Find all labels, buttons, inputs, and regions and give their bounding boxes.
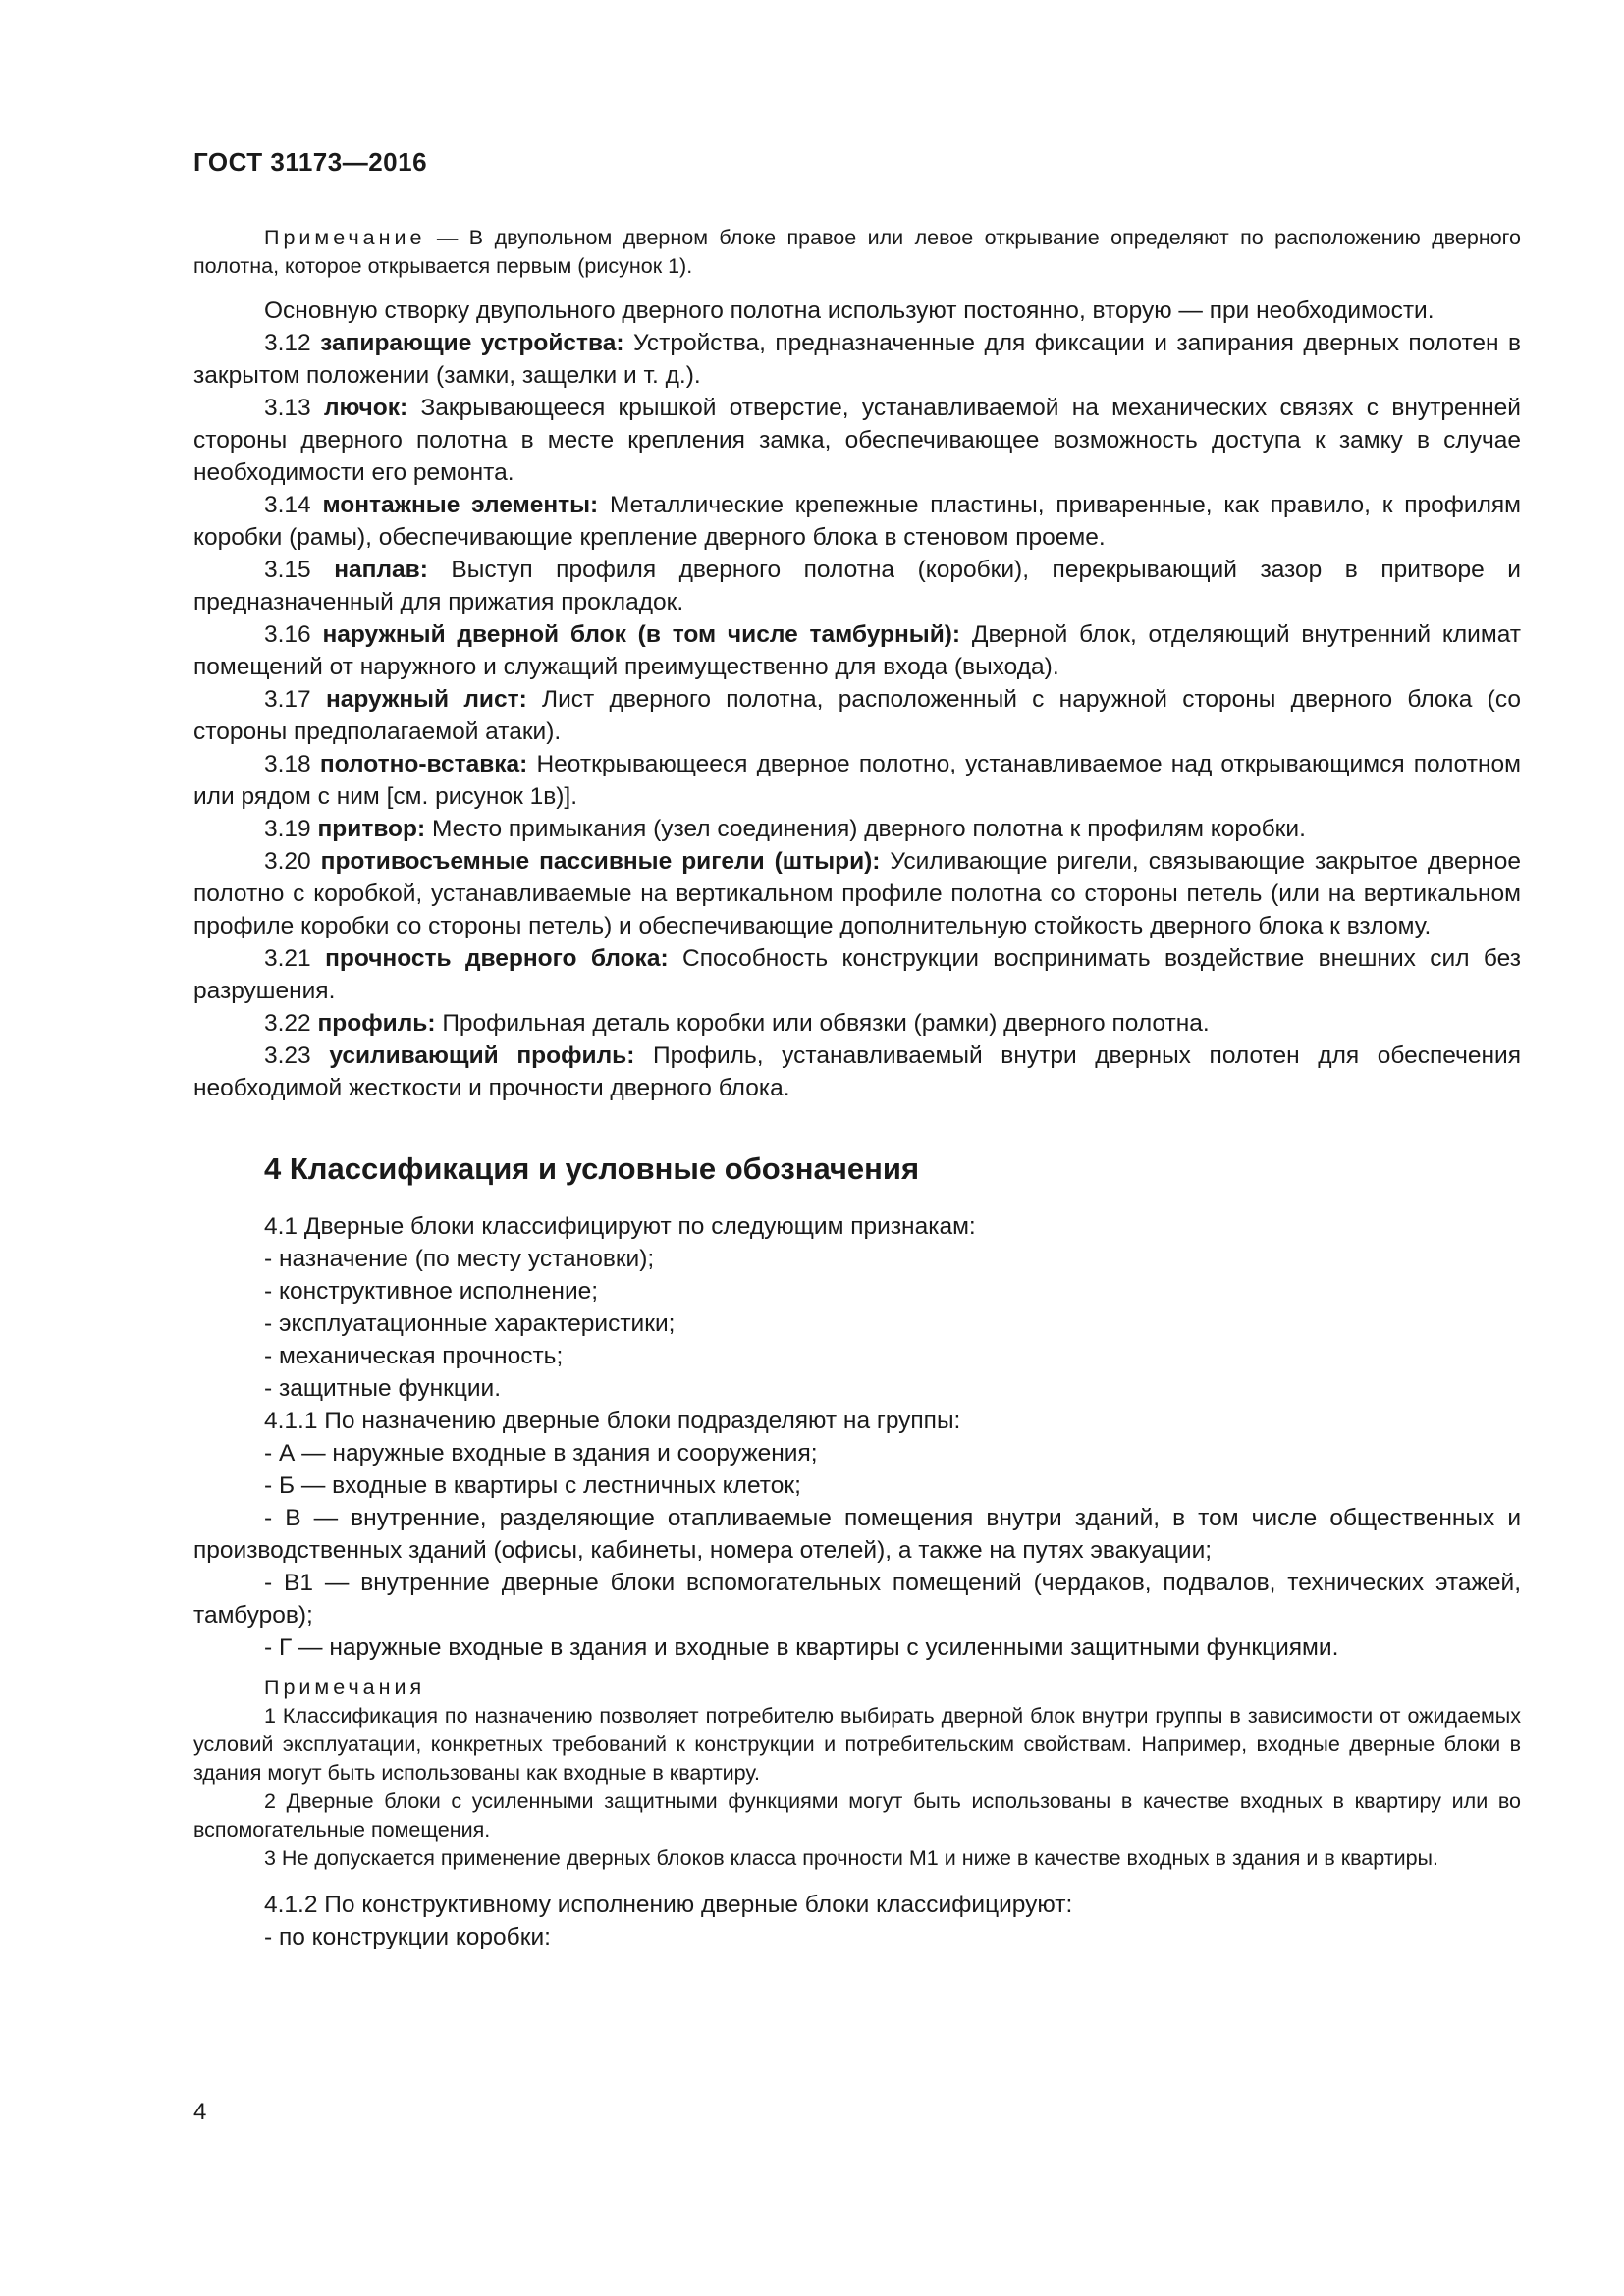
page-number: 4 <box>193 2099 207 2125</box>
definition-number: 3.15 <box>264 557 335 583</box>
definition-number: 3.17 <box>264 686 326 713</box>
definition-term: усиливающий профиль: <box>329 1042 635 1069</box>
document-code: ГОСТ 31173—2016 <box>193 147 428 177</box>
definition-item <box>193 748 1521 813</box>
note-text: — В двупольном дверном блоке правое или левое открывание определяют по расположению дверного полотна, которое открывается первым (рисунок 1). <box>193 226 1521 278</box>
group-item: - В1 — внутренние дверные блоки вспомогательных помещений (чердаков, подвалов, технических этажей, тамбуров); <box>193 1570 1521 1629</box>
note-item: 2 Дверные блоки с усиленными защитными функциями могут быть использованы в качестве входных в квартиру или во вспомогательные помещения. <box>193 1789 1521 1842</box>
definition-term: притвор: <box>317 816 426 842</box>
definition-text: Профильная деталь коробки или обвязки (рамки) дверного полотна. <box>435 1010 1210 1037</box>
definition-term: профиль: <box>317 1010 436 1037</box>
note-top <box>193 224 1521 281</box>
definition-item <box>193 1040 1521 1104</box>
definition-term: противосъемные пассивные ригели (штыри): <box>320 848 881 875</box>
definition-item <box>193 327 1521 392</box>
definition-number: 3.13 <box>264 395 324 421</box>
paragraph-4-1-1: 4.1.1 По назначению дверные блоки подразделяют на группы: <box>264 1408 961 1434</box>
definition-number: 3.23 <box>264 1042 330 1069</box>
definition-text: Дверной блок, отделяющий внутренний климат помещений от наружного и служащий преимущественно для входа (выхода). <box>193 621 1521 680</box>
definition-number: 3.16 <box>264 621 323 648</box>
definition-item <box>193 554 1521 618</box>
definition-item <box>193 845 1521 942</box>
definition-text: Усиливающие ригели, связывающие закрытое дверное полотно с коробкой, устанавливаемые на вертикальном профиле полотна со стороны петель (или на вертикальном профиле коробки со стороны петель) и обеспечивающие дополнительную стойкость дверного блока к взлому. <box>193 848 1521 939</box>
definition-item <box>193 683 1521 748</box>
group-item: - В — внутренние, разделяющие отапливаемые помещения внутри зданий, в том числе общественных и производственных зданий (офисы, кабинеты, номера отелей), а также на путях эвакуации; <box>193 1505 1521 1564</box>
list-item: - защитные функции. <box>264 1375 502 1402</box>
definition-text: Металлические крепежные пластины, приваренные, как правило, к профилям коробки (рамы), обеспечивающие крепление дверного блока в стеновом проеме. <box>193 492 1521 551</box>
definition-item <box>193 392 1521 489</box>
definition-term: полотно-вставка: <box>319 751 528 777</box>
paragraph-4-1: 4.1 Дверные блоки классифицируют по следующим признакам: <box>264 1213 976 1240</box>
definition-number: 3.21 <box>264 945 326 972</box>
list-item: - назначение (по месту установки); <box>264 1246 655 1272</box>
definition-text: Устройства, предназначенные для фиксации и запирания дверных полотен в закрытом положении (замки, защелки и т. д.). <box>193 330 1521 389</box>
note-item: 3 Не допускается применение дверных блоков класса прочности М1 и ниже в качестве входных в здания и в квартиры. <box>264 1846 1438 1870</box>
definitions-list <box>193 327 1521 1104</box>
definition-text: Закрывающееся крышкой отверстие, устанавливаемой на механических связях с внутренней стороны дверного полотна в месте крепления замка, обеспечивающее возможность доступа к замку в случае необходимости его ремонта. <box>193 395 1521 486</box>
definition-item <box>193 813 1521 845</box>
list-item: - по конструкции коробки: <box>264 1924 551 1950</box>
definition-item <box>193 942 1521 1007</box>
definition-term: наружный лист: <box>325 686 527 713</box>
note-label: Примечание <box>264 226 426 249</box>
list-item: - конструктивное исполнение; <box>264 1278 599 1305</box>
definition-item <box>193 489 1521 554</box>
definition-number: 3.14 <box>264 492 323 518</box>
definition-text: Лист дверного полотна, расположенный с наружной стороны дверного блока (со стороны предполагаемой атаки). <box>193 686 1521 745</box>
definition-text: Место примыкания (узел соединения) дверного полотна к профилям коробки. <box>425 816 1306 842</box>
definition-term: наружный дверной блок (в том числе тамбурный): <box>322 621 961 648</box>
section-heading: 4 Классификация и условные обозначения <box>264 1151 920 1186</box>
notes-title: Примечания <box>264 1676 426 1699</box>
group-item: - Г — наружные входные в здания и входные в квартиры с усиленными защитными функциями. <box>264 1634 1339 1661</box>
definition-text: Способность конструкции воспринимать воздействие внешних сил без разрушения. <box>193 945 1521 1004</box>
definition-term: наплав: <box>334 557 428 583</box>
note-item: 1 Классификация по назначению позволяет потребителю выбирать дверной блок внутри группы в зависимости от ожидаемых условий эксплуатации, конкретных требований к конструкции и потребительским свойствам. Например, входные дверные блоки в здания могут быть использованы как входные в квартиру. <box>193 1704 1521 1785</box>
definition-item <box>193 1007 1521 1040</box>
paragraph-4-1-2: 4.1.2 По конструктивному исполнению дверные блоки классифицируют: <box>264 1892 1073 1918</box>
definition-text: Профиль, устанавливаемый внутри дверных полотен для обеспечения необходимой жесткости и прочности дверного блока. <box>193 1042 1521 1101</box>
list-item: - эксплуатационные характеристики; <box>264 1310 676 1337</box>
definition-number: 3.12 <box>264 330 321 356</box>
definition-term: запирающие устройства: <box>320 330 624 356</box>
definition-number: 3.18 <box>264 751 320 777</box>
definition-text: Неоткрывающееся дверное полотно, устанавливаемое над открывающимся полотном или рядом с ним [см. рисунок 1в)]. <box>193 751 1521 810</box>
definition-number: 3.20 <box>264 848 321 875</box>
definition-item <box>193 618 1521 683</box>
definition-number: 3.22 <box>264 1010 318 1037</box>
group-item: - Б — входные в квартиры с лестничных клеток; <box>264 1472 801 1499</box>
definition-number: 3.19 <box>264 816 318 842</box>
definition-term: лючок: <box>323 395 408 421</box>
definition-term: монтажные элементы: <box>322 492 599 518</box>
definition-term: прочность дверного блока: <box>325 945 669 972</box>
definition-text: Выступ профиля дверного полотна (коробки), перекрывающий зазор в притворе и предназначенный для прижатия прокладок. <box>193 557 1521 615</box>
group-item: - А — наружные входные в здания и сооружения; <box>264 1440 818 1467</box>
page-body <box>193 224 1521 1953</box>
intro-paragraph: Основную створку двупольного дверного полотна используют постоянно, вторую — при необходимости. <box>264 297 1435 324</box>
list-item: - механическая прочность; <box>264 1343 564 1369</box>
